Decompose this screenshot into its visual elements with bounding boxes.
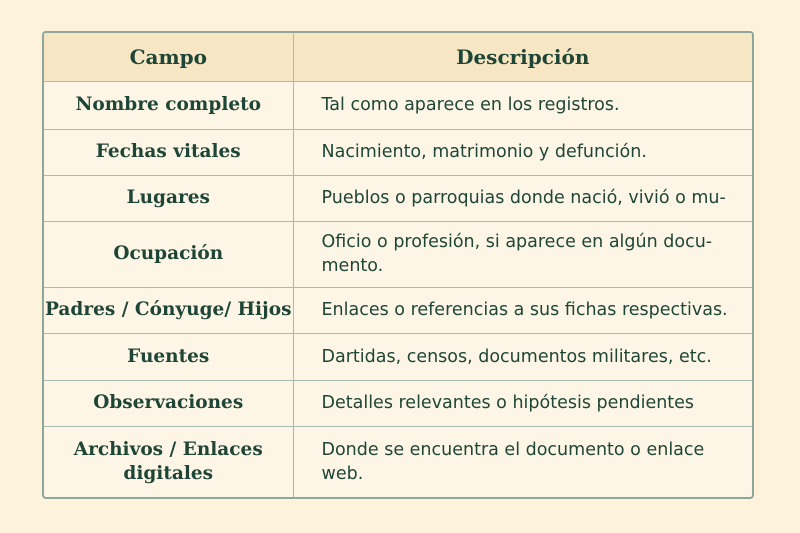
description-line: Oficio o profesión, si aparece en algún docu- xyxy=(321,232,713,252)
field-description xyxy=(293,81,752,129)
field-name-line: digitales xyxy=(123,462,214,484)
field-name: Fuentes xyxy=(44,333,293,380)
field-description xyxy=(293,175,752,221)
table-row xyxy=(44,426,752,497)
description-line: Pueblos o parroquias donde nació, vivió o mu- xyxy=(321,188,726,208)
table-row xyxy=(44,81,752,129)
table xyxy=(44,33,752,497)
description-line: Enlaces o referencias a sus fichas respectivas. xyxy=(321,300,728,320)
table-header-row xyxy=(44,33,752,81)
description-line: Tal como aparece en los registros. xyxy=(321,95,620,115)
field-description xyxy=(293,380,752,426)
table-row xyxy=(44,175,752,221)
field-name: Lugares xyxy=(44,175,293,221)
table-row xyxy=(44,221,752,287)
description-line: Donde se encuentra el documento o enlace xyxy=(321,439,705,460)
table-row xyxy=(44,287,752,333)
table-row xyxy=(44,129,752,175)
field-name: Fechas vitales xyxy=(44,129,293,175)
field-description xyxy=(293,221,752,287)
field-description-table xyxy=(42,31,754,499)
table-row xyxy=(44,380,752,426)
description-line: Dartidas, censos, documentos militares, etc. xyxy=(321,346,712,367)
field-description xyxy=(293,287,752,333)
description-line: Detalles relevantes o hipótesis pendientes xyxy=(321,393,695,413)
table-row xyxy=(44,333,752,380)
description-line: web. xyxy=(321,463,364,484)
description-line: Nacimiento, matrimonio y defunción. xyxy=(321,142,647,162)
description-line: mento. xyxy=(321,256,384,276)
field-name xyxy=(44,426,293,497)
field-name: Nombre completo xyxy=(44,81,293,129)
header-campo: Campo xyxy=(44,33,293,81)
header-descripcion: Descripción xyxy=(293,33,752,81)
field-name: Observaciones xyxy=(44,380,293,426)
field-name-line: Archivos / Enlaces xyxy=(73,438,263,460)
field-description xyxy=(293,333,752,380)
field-name: Ocupación xyxy=(44,221,293,287)
field-name: Padres / Cónyuge/ Hijos xyxy=(44,287,293,333)
field-description xyxy=(293,426,752,497)
field-description xyxy=(293,129,752,175)
